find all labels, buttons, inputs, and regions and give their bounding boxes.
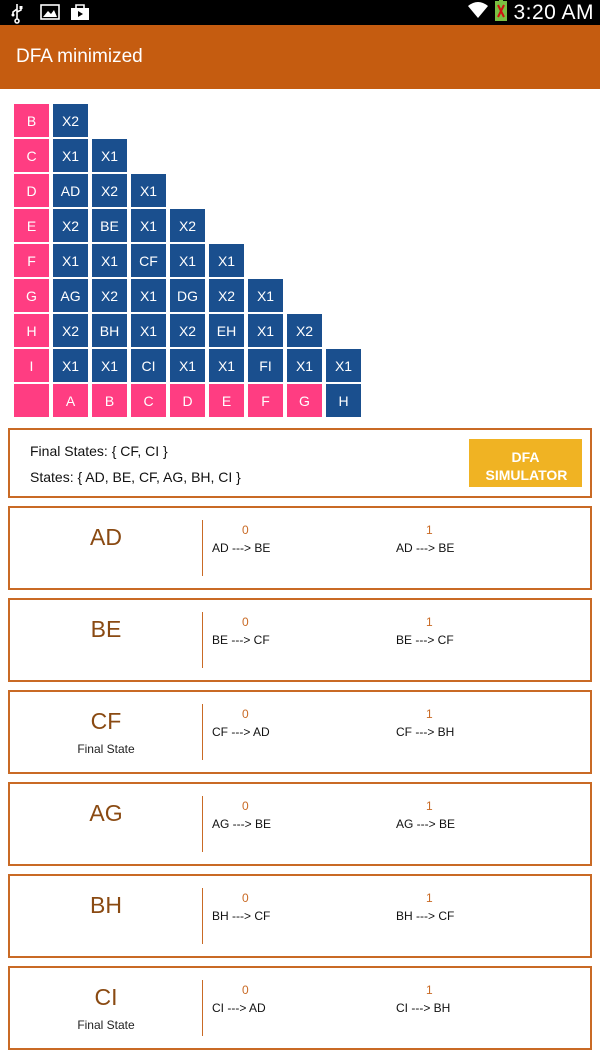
transition-0: CI ---> AD	[212, 1001, 266, 1015]
table-cell: X2	[92, 279, 127, 312]
state-name: AD	[90, 524, 122, 550]
state-card	[8, 966, 592, 1050]
transition-1: CI ---> BH	[396, 1001, 451, 1015]
table-cell: X2	[170, 314, 205, 347]
table-cell: X1	[92, 349, 127, 382]
column-label: D	[170, 384, 205, 417]
table-cell: X1	[131, 314, 166, 347]
transition-0: CF ---> AD	[212, 725, 270, 739]
state-name: AG	[89, 800, 123, 826]
state-name: BE	[90, 616, 122, 642]
table-cell: X1	[209, 244, 244, 277]
table-cell: X2	[209, 279, 244, 312]
table-cell: X1	[170, 244, 205, 277]
row-label: D	[14, 174, 49, 207]
table-cell: BH	[92, 314, 127, 347]
table-cell: X1	[326, 349, 361, 382]
wifi-icon	[467, 1, 489, 24]
divider	[202, 888, 203, 944]
column-label: B	[92, 384, 127, 417]
divider	[202, 520, 203, 576]
table-cell: BE	[92, 209, 127, 242]
column-label: A	[53, 384, 88, 417]
dfa-simulator-button[interactable]	[469, 439, 582, 487]
row-label: E	[14, 209, 49, 242]
state-card	[8, 506, 592, 590]
corner-cell	[14, 384, 49, 417]
table-cell: DG	[170, 279, 205, 312]
status-bar	[0, 0, 600, 25]
table-cell: X1	[53, 349, 88, 382]
final-states-text: Final States: { CF, CI }	[30, 443, 168, 459]
table-cell: X2	[53, 209, 88, 242]
input-0-label: 0	[242, 615, 249, 629]
table-cell: X1	[170, 349, 205, 382]
table-cell: AD	[53, 174, 88, 207]
input-1-label: 1	[426, 799, 433, 813]
table-cell: X1	[53, 244, 88, 277]
row-label: I	[14, 349, 49, 382]
divider	[202, 704, 203, 760]
input-1-label: 1	[426, 523, 433, 537]
table-cell: X1	[131, 174, 166, 207]
row-label: B	[14, 104, 49, 137]
table-cell: X1	[92, 139, 127, 172]
input-0-label: 0	[242, 891, 249, 905]
state-name: BH	[90, 892, 122, 918]
table-cell: X1	[92, 244, 127, 277]
dfa-simulator-label: DFA SIMULATOR	[485, 449, 568, 483]
transition-0: BH ---> CF	[212, 909, 271, 923]
column-label: H	[326, 384, 361, 417]
input-1-label: 1	[426, 615, 433, 629]
table-cell: X1	[209, 349, 244, 382]
column-label: E	[209, 384, 244, 417]
transition-0: AD ---> BE	[212, 541, 271, 555]
transition-0: AG ---> BE	[212, 817, 272, 831]
input-0-label: 0	[242, 707, 249, 721]
table-cell: X1	[287, 349, 322, 382]
store-icon	[70, 3, 90, 21]
app-bar	[0, 25, 600, 89]
row-label: F	[14, 244, 49, 277]
table-cell: CF	[131, 244, 166, 277]
state-card	[8, 690, 592, 774]
table-cell: X2	[92, 174, 127, 207]
table-cell: X2	[53, 104, 88, 137]
page-title: DFA minimized	[16, 46, 143, 67]
table-cell: X1	[53, 139, 88, 172]
table-cell: X2	[170, 209, 205, 242]
input-0-label: 0	[242, 983, 249, 997]
table-cell: X2	[287, 314, 322, 347]
input-1-label: 1	[426, 707, 433, 721]
table-cell: X2	[53, 314, 88, 347]
state-name: CF	[90, 708, 122, 734]
battery-icon	[495, 0, 507, 26]
transition-1: AD ---> BE	[396, 541, 455, 555]
state-card	[8, 598, 592, 682]
input-0-label: 0	[242, 799, 249, 813]
transition-0: BE ---> CF	[212, 633, 270, 647]
column-label: C	[131, 384, 166, 417]
final-state-label: Final State	[77, 1018, 135, 1032]
transition-1: CF ---> BH	[396, 725, 455, 739]
transition-1: BH ---> CF	[396, 909, 455, 923]
divider	[202, 612, 203, 668]
column-label: F	[248, 384, 283, 417]
status-time: 3:20 AM	[513, 0, 594, 24]
states-text: States: { AD, BE, CF, AG, BH, CI }	[30, 469, 241, 485]
state-card	[8, 874, 592, 958]
table-cell: CI	[131, 349, 166, 382]
input-1-label: 1	[426, 891, 433, 905]
input-1-label: 1	[426, 983, 433, 997]
table-cell: X1	[131, 279, 166, 312]
state-card	[8, 782, 592, 866]
divider	[202, 796, 203, 852]
row-label: H	[14, 314, 49, 347]
table-cell: EH	[209, 314, 244, 347]
table-cell: X1	[248, 279, 283, 312]
image-icon	[40, 3, 60, 21]
table-cell: AG	[53, 279, 88, 312]
divider	[202, 980, 203, 1036]
state-name: CI	[94, 984, 118, 1010]
row-label: G	[14, 279, 49, 312]
table-cell: X1	[248, 314, 283, 347]
column-label: G	[287, 384, 322, 417]
usb-icon	[10, 3, 30, 21]
transition-1: BE ---> CF	[396, 633, 454, 647]
transition-1: AG ---> BE	[396, 817, 456, 831]
summary-box	[8, 428, 592, 498]
table-cell: FI	[248, 349, 283, 382]
input-0-label: 0	[242, 523, 249, 537]
row-label: C	[14, 139, 49, 172]
final-state-label: Final State	[77, 742, 135, 756]
table-cell: X1	[131, 209, 166, 242]
